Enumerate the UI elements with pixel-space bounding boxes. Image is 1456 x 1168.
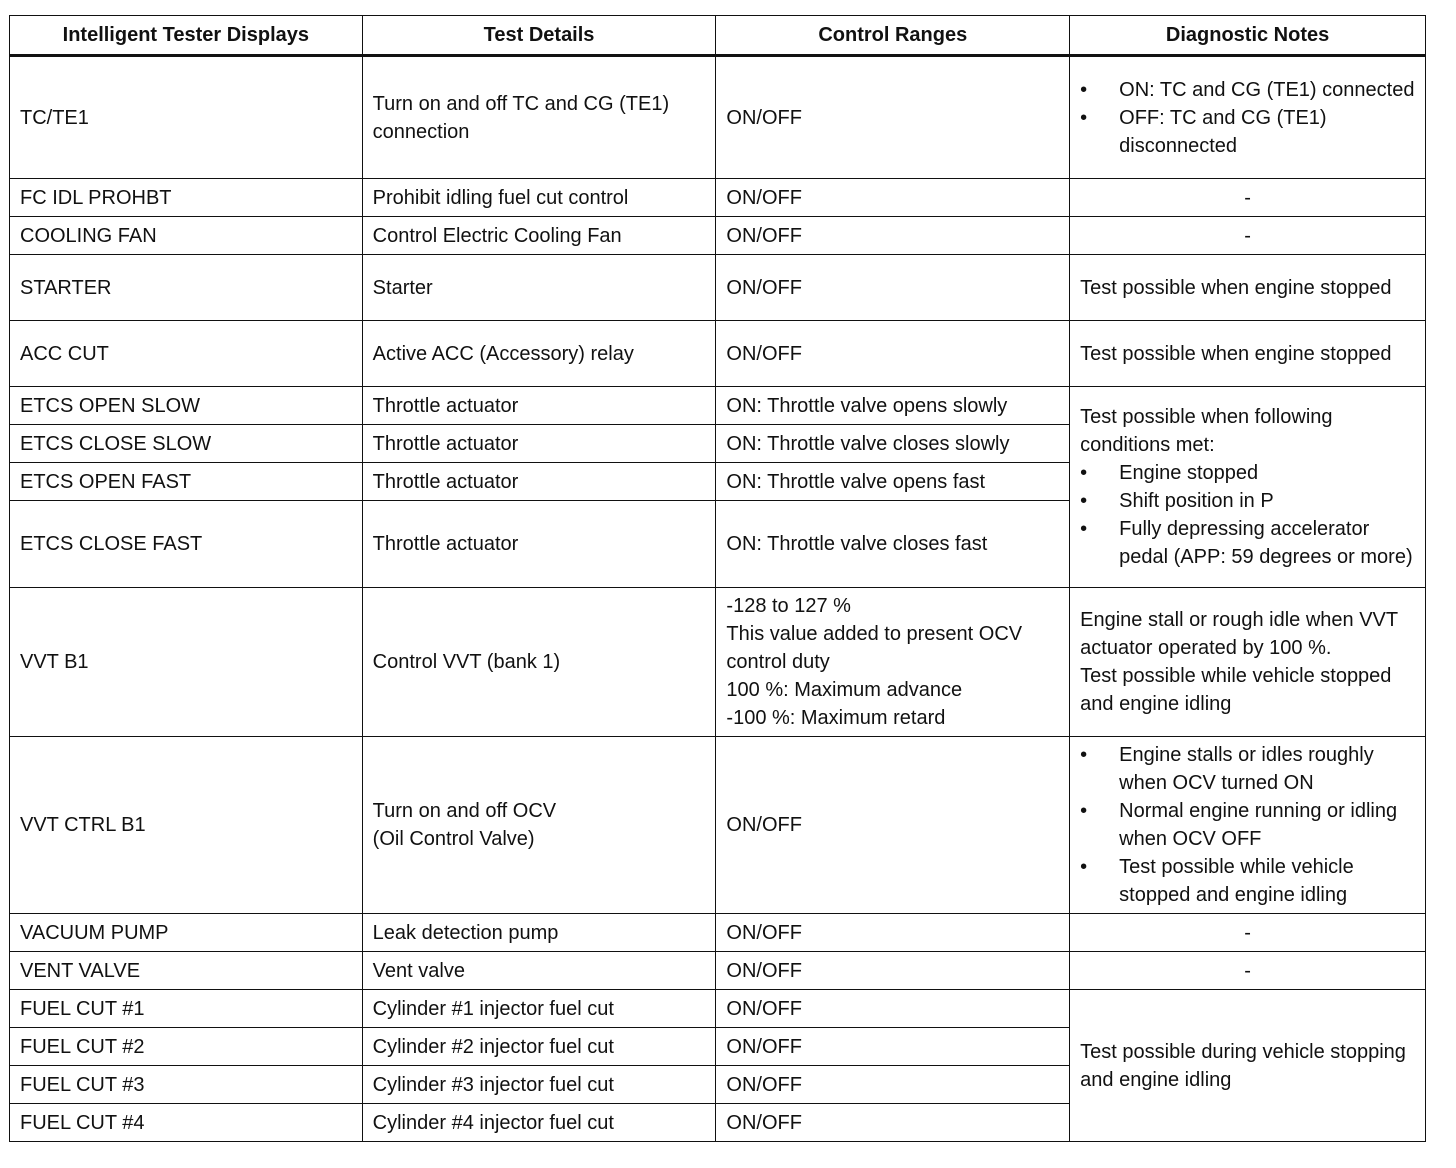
display-cell: STARTER (10, 255, 363, 321)
note-intro: Test possible when following conditions met: (1080, 406, 1333, 456)
details-cell: Prohibit idling fuel cut control (362, 179, 716, 217)
range-line: This value added to present OCV control duty (726, 623, 1023, 673)
display-cell: FUEL CUT #3 (10, 1066, 363, 1104)
range-cell: ON: Throttle valve closes slowly (716, 425, 1070, 463)
notes-cell: - (1070, 914, 1426, 952)
notes-cell: Test possible when engine stopped (1070, 321, 1426, 387)
notes-cell: - (1070, 179, 1426, 217)
note-item: • Shift position in P (1080, 487, 1415, 515)
table-row (10, 321, 1426, 387)
notes-cell: Test possible during vehicle stopping and engine idling (1070, 990, 1426, 1142)
notes-cell: Test possible when engine stopped (1070, 255, 1426, 321)
table-row (10, 217, 1426, 255)
details-cell: Active ACC (Accessory) relay (362, 321, 716, 387)
display-cell: FC IDL PROHBT (10, 179, 363, 217)
notes-cell: - (1070, 217, 1426, 255)
table-row (10, 179, 1426, 217)
display-cell: FUEL CUT #2 (10, 1028, 363, 1066)
table-row (10, 990, 1426, 1028)
range-cell: ON/OFF (716, 56, 1070, 179)
display-cell: VVT B1 (10, 588, 363, 737)
range-cell: ON/OFF (716, 737, 1070, 914)
details-cell: Vent valve (362, 952, 716, 990)
range-cell: ON/OFF (716, 217, 1070, 255)
details-cell: Cylinder #2 injector fuel cut (362, 1028, 716, 1066)
range-cell: ON: Throttle valve opens slowly (716, 387, 1070, 425)
details-line: Turn on and off OCV (372, 800, 557, 822)
display-cell: FUEL CUT #1 (10, 990, 363, 1028)
display-cell: VVT CTRL B1 (10, 737, 363, 914)
range-cell: ON/OFF (716, 179, 1070, 217)
details-cell: Cylinder #1 injector fuel cut (362, 990, 716, 1028)
range-line: -128 to 127 % (726, 595, 851, 617)
active-test-table (9, 15, 1426, 1142)
table-row (10, 914, 1426, 952)
note-item: • Normal engine running or idling when OCV OFF (1080, 797, 1415, 853)
table-row (10, 56, 1426, 179)
header-displays: Intelligent Tester Displays (10, 16, 363, 56)
table-row (10, 588, 1426, 737)
details-cell: Throttle actuator (362, 387, 716, 425)
notes-cell (1070, 387, 1426, 588)
range-cell: ON/OFF (716, 321, 1070, 387)
note-item: • Engine stalls or idles roughly when OCV turned ON (1080, 741, 1415, 797)
notes-cell: - (1070, 952, 1426, 990)
display-cell: VENT VALVE (10, 952, 363, 990)
note-item: • Test possible while vehicle stopped and engine idling (1080, 853, 1415, 909)
range-line: 100 %: Maximum advance (726, 679, 963, 701)
display-cell: ETCS OPEN SLOW (10, 387, 363, 425)
details-cell: Cylinder #4 injector fuel cut (362, 1104, 716, 1142)
notes-cell (1070, 56, 1426, 179)
display-cell: FUEL CUT #4 (10, 1104, 363, 1142)
display-cell: ETCS CLOSE SLOW (10, 425, 363, 463)
details-cell (362, 737, 716, 914)
header-row (10, 16, 1426, 56)
range-line: -100 %: Maximum retard (726, 707, 946, 729)
note-line: Engine stall or rough idle when VVT actuator operated by 100 %. (1080, 609, 1398, 659)
details-cell: Control Electric Cooling Fan (362, 217, 716, 255)
range-cell: ON/OFF (716, 914, 1070, 952)
range-cell: ON/OFF (716, 1104, 1070, 1142)
note-item: • OFF: TC and CG (TE1) disconnected (1080, 104, 1415, 160)
header-details: Test Details (362, 16, 716, 56)
table-row (10, 387, 1426, 425)
display-cell: TC/TE1 (10, 56, 363, 179)
note-item: • ON: TC and CG (TE1) connected (1080, 76, 1415, 104)
details-cell: Cylinder #3 injector fuel cut (362, 1066, 716, 1104)
note-item: • Engine stopped (1080, 459, 1415, 487)
display-cell: ACC CUT (10, 321, 363, 387)
display-cell: VACUUM PUMP (10, 914, 363, 952)
details-cell: Leak detection pump (362, 914, 716, 952)
range-cell: ON/OFF (716, 1028, 1070, 1066)
table-row (10, 952, 1426, 990)
range-cell: ON/OFF (716, 990, 1070, 1028)
details-cell: Turn on and off TC and CG (TE1) connection (362, 56, 716, 179)
range-cell: ON: Throttle valve closes fast (716, 501, 1070, 588)
notes-cell (1070, 588, 1426, 737)
display-cell: ETCS OPEN FAST (10, 463, 363, 501)
note-item: • Fully depressing accelerator pedal (APP: 59 degrees or more) (1080, 515, 1415, 571)
header-notes: Diagnostic Notes (1070, 16, 1426, 56)
range-cell (716, 588, 1070, 737)
range-cell: ON/OFF (716, 952, 1070, 990)
header-ranges: Control Ranges (716, 16, 1070, 56)
details-cell: Control VVT (bank 1) (362, 588, 716, 737)
range-cell: ON/OFF (716, 255, 1070, 321)
details-cell: Throttle actuator (362, 501, 716, 588)
table-row (10, 255, 1426, 321)
details-cell: Throttle actuator (362, 425, 716, 463)
display-cell: COOLING FAN (10, 217, 363, 255)
notes-cell (1070, 737, 1426, 914)
note-line: Test possible while vehicle stopped and engine idling (1080, 665, 1392, 715)
range-cell: ON: Throttle valve opens fast (716, 463, 1070, 501)
details-cell: Starter (362, 255, 716, 321)
details-cell: Throttle actuator (362, 463, 716, 501)
range-cell: ON/OFF (716, 1066, 1070, 1104)
details-line: (Oil Control Valve) (372, 828, 535, 850)
display-cell: ETCS CLOSE FAST (10, 501, 363, 588)
table-row (10, 737, 1426, 914)
